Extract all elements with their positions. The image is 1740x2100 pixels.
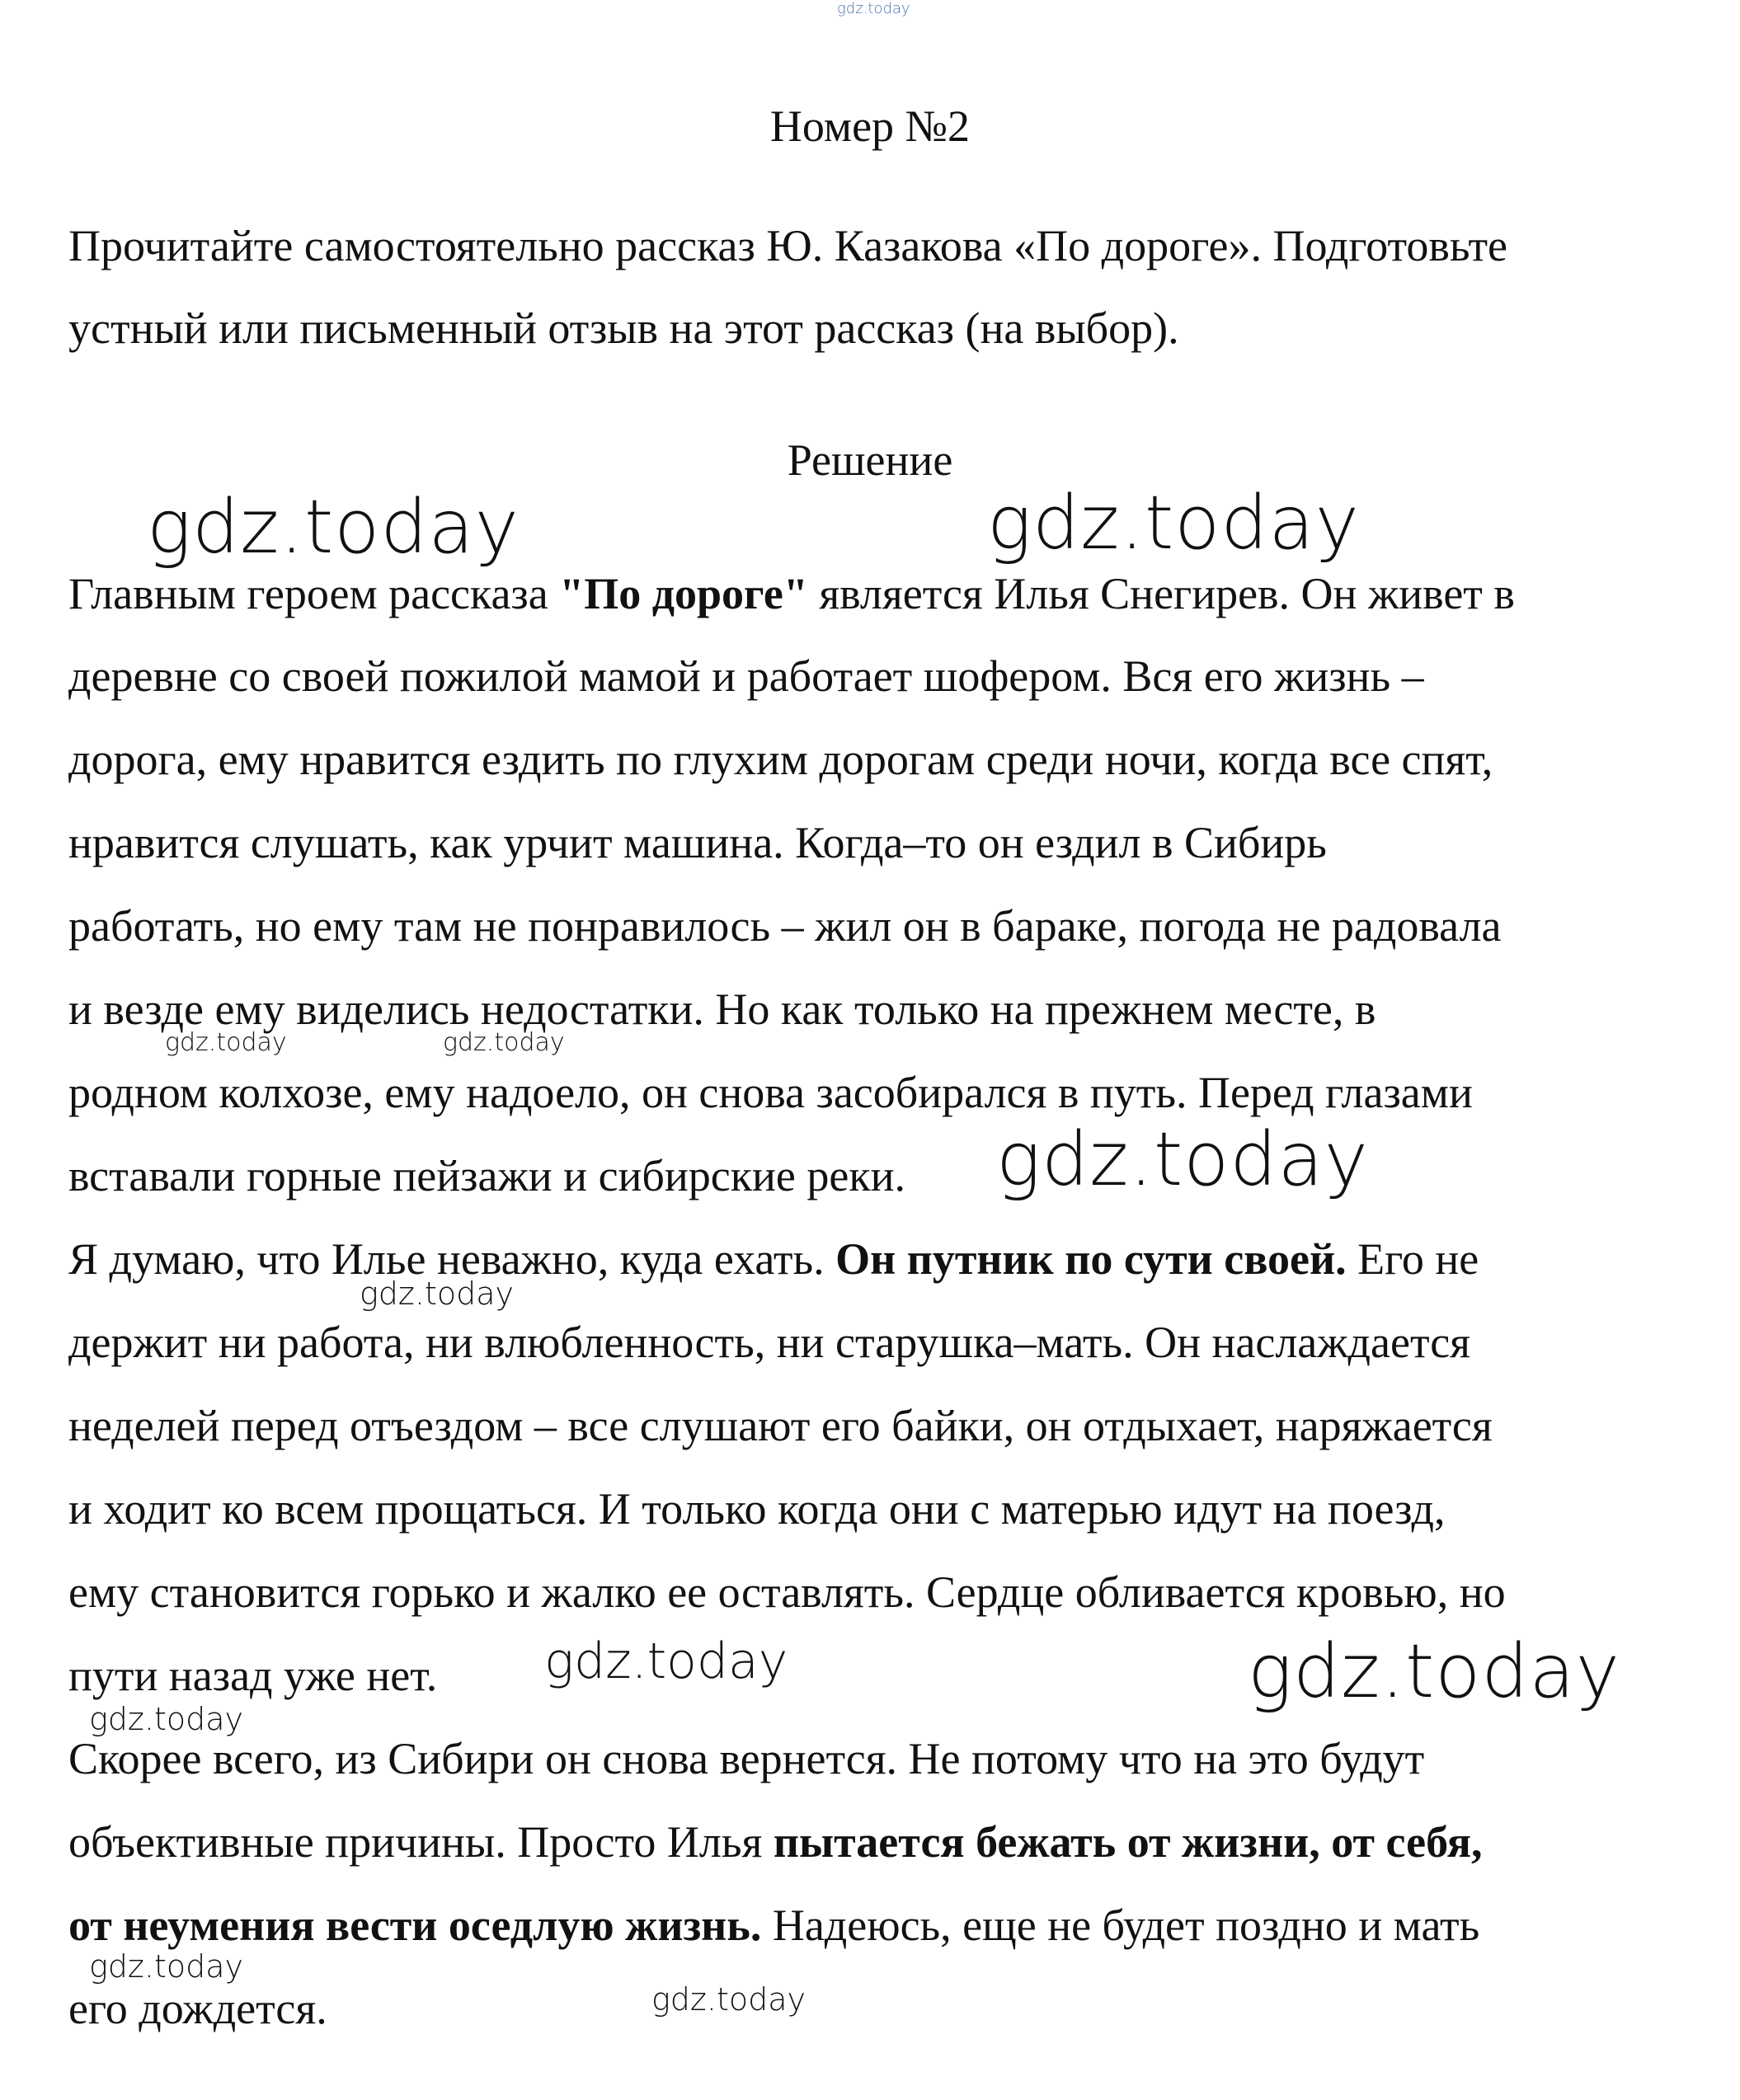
top-watermark: gdz.today: [837, 0, 910, 17]
watermark-small: gdz.today: [165, 1028, 287, 1057]
watermark-small: gdz.today: [443, 1028, 565, 1057]
watermark-medium: gdz.today: [544, 1633, 788, 1690]
watermark-small: gdz.today: [360, 1276, 514, 1312]
bold-phrase: Он путник по сути своей.: [835, 1234, 1347, 1284]
watermark-small: gdz.today: [651, 1981, 806, 2018]
watermark-large: gdz.today: [1248, 1628, 1620, 1715]
paragraph-1-line-3: дорога, ему нравится ездить по глухим дорогам среди ночи, когда все спят,: [68, 735, 1493, 784]
paragraph-1-line-4: нравится слушать, как урчит машина. Когда–то он ездил в Сибирь: [68, 818, 1327, 867]
paragraph-1-line-8: вставали горные пейзажи и сибирские реки.: [68, 1151, 905, 1200]
paragraph-2-line-1: [68, 1234, 1479, 1284]
text-span: Надеюсь, еще не будет поздно и мать: [761, 1900, 1480, 1950]
paragraph-3-line-4: его дождется.: [68, 1984, 327, 2033]
watermark-small: gdz.today: [89, 1948, 243, 1985]
paragraph-2-line-5: ему становится горько и жалко ее оставлять. Сердце обливается кровью, но: [68, 1567, 1506, 1617]
task-line-1: Прочитайте самостоятельно рассказ Ю. Казакова «По дороге». Подготовьте: [68, 221, 1508, 270]
text-span: Главным героем рассказа: [68, 569, 560, 618]
paragraph-2-line-3: неделей перед отъездом – все слушают его байки, он отдыхает, наряжается: [68, 1401, 1493, 1450]
watermark-large: gdz.today: [987, 480, 1360, 566]
solution-heading: Решение: [787, 435, 953, 485]
watermark-large: gdz.today: [996, 1116, 1369, 1203]
paragraph-3-line-1: Скорее всего, из Сибири он снова вернется. Не потому что на это будут: [68, 1734, 1425, 1783]
paragraph-1-line-2: деревне со своей пожилой мамой и работает шофером. Вся его жизнь –: [68, 651, 1424, 701]
paragraph-2-line-2: держит ни работа, ни влюбленность, ни старушка–мать. Он наслаждается: [68, 1318, 1471, 1367]
bold-title: "По дороге": [559, 569, 808, 618]
paragraph-3-line-2: [68, 1817, 1483, 1867]
paragraph-2-line-6: пути назад уже нет.: [68, 1651, 438, 1700]
paragraph-1-line-5: работать, но ему там не понравилось – жил он в бараке, погода не радовала: [68, 901, 1502, 951]
bold-phrase: пытается бежать от жизни, от себя,: [773, 1817, 1483, 1867]
paragraph-1-line-1: [68, 569, 1515, 618]
bold-phrase: от неумения вести оседлую жизнь.: [68, 1900, 762, 1950]
text-span: Его не: [1346, 1234, 1479, 1284]
paragraph-3-line-3: [68, 1900, 1479, 1950]
text-span: Я думаю, что Илье неважно, куда ехать.: [68, 1234, 836, 1284]
paragraph-2-line-4: и ходит ко всем прощаться. И только когда они с матерью идут на поезд,: [68, 1484, 1446, 1534]
task-line-2: устный или письменный отзыв на этот рассказ (на выбор).: [68, 303, 1179, 353]
watermark-small: gdz.today: [89, 1701, 243, 1737]
text-span: объективные причины. Просто Илья: [68, 1817, 774, 1867]
paragraph-1-line-6: и везде ему виделись недостатки. Но как только на прежнем месте, в: [68, 984, 1376, 1034]
text-span: является Илья Снегирев. Он живет в: [807, 569, 1515, 618]
page-title: Номер №2: [769, 101, 971, 151]
watermark-large: gdz.today: [147, 484, 520, 571]
paragraph-1-line-7: родном колхозе, ему надоело, он снова засобирался в путь. Перед глазами: [68, 1068, 1473, 1117]
